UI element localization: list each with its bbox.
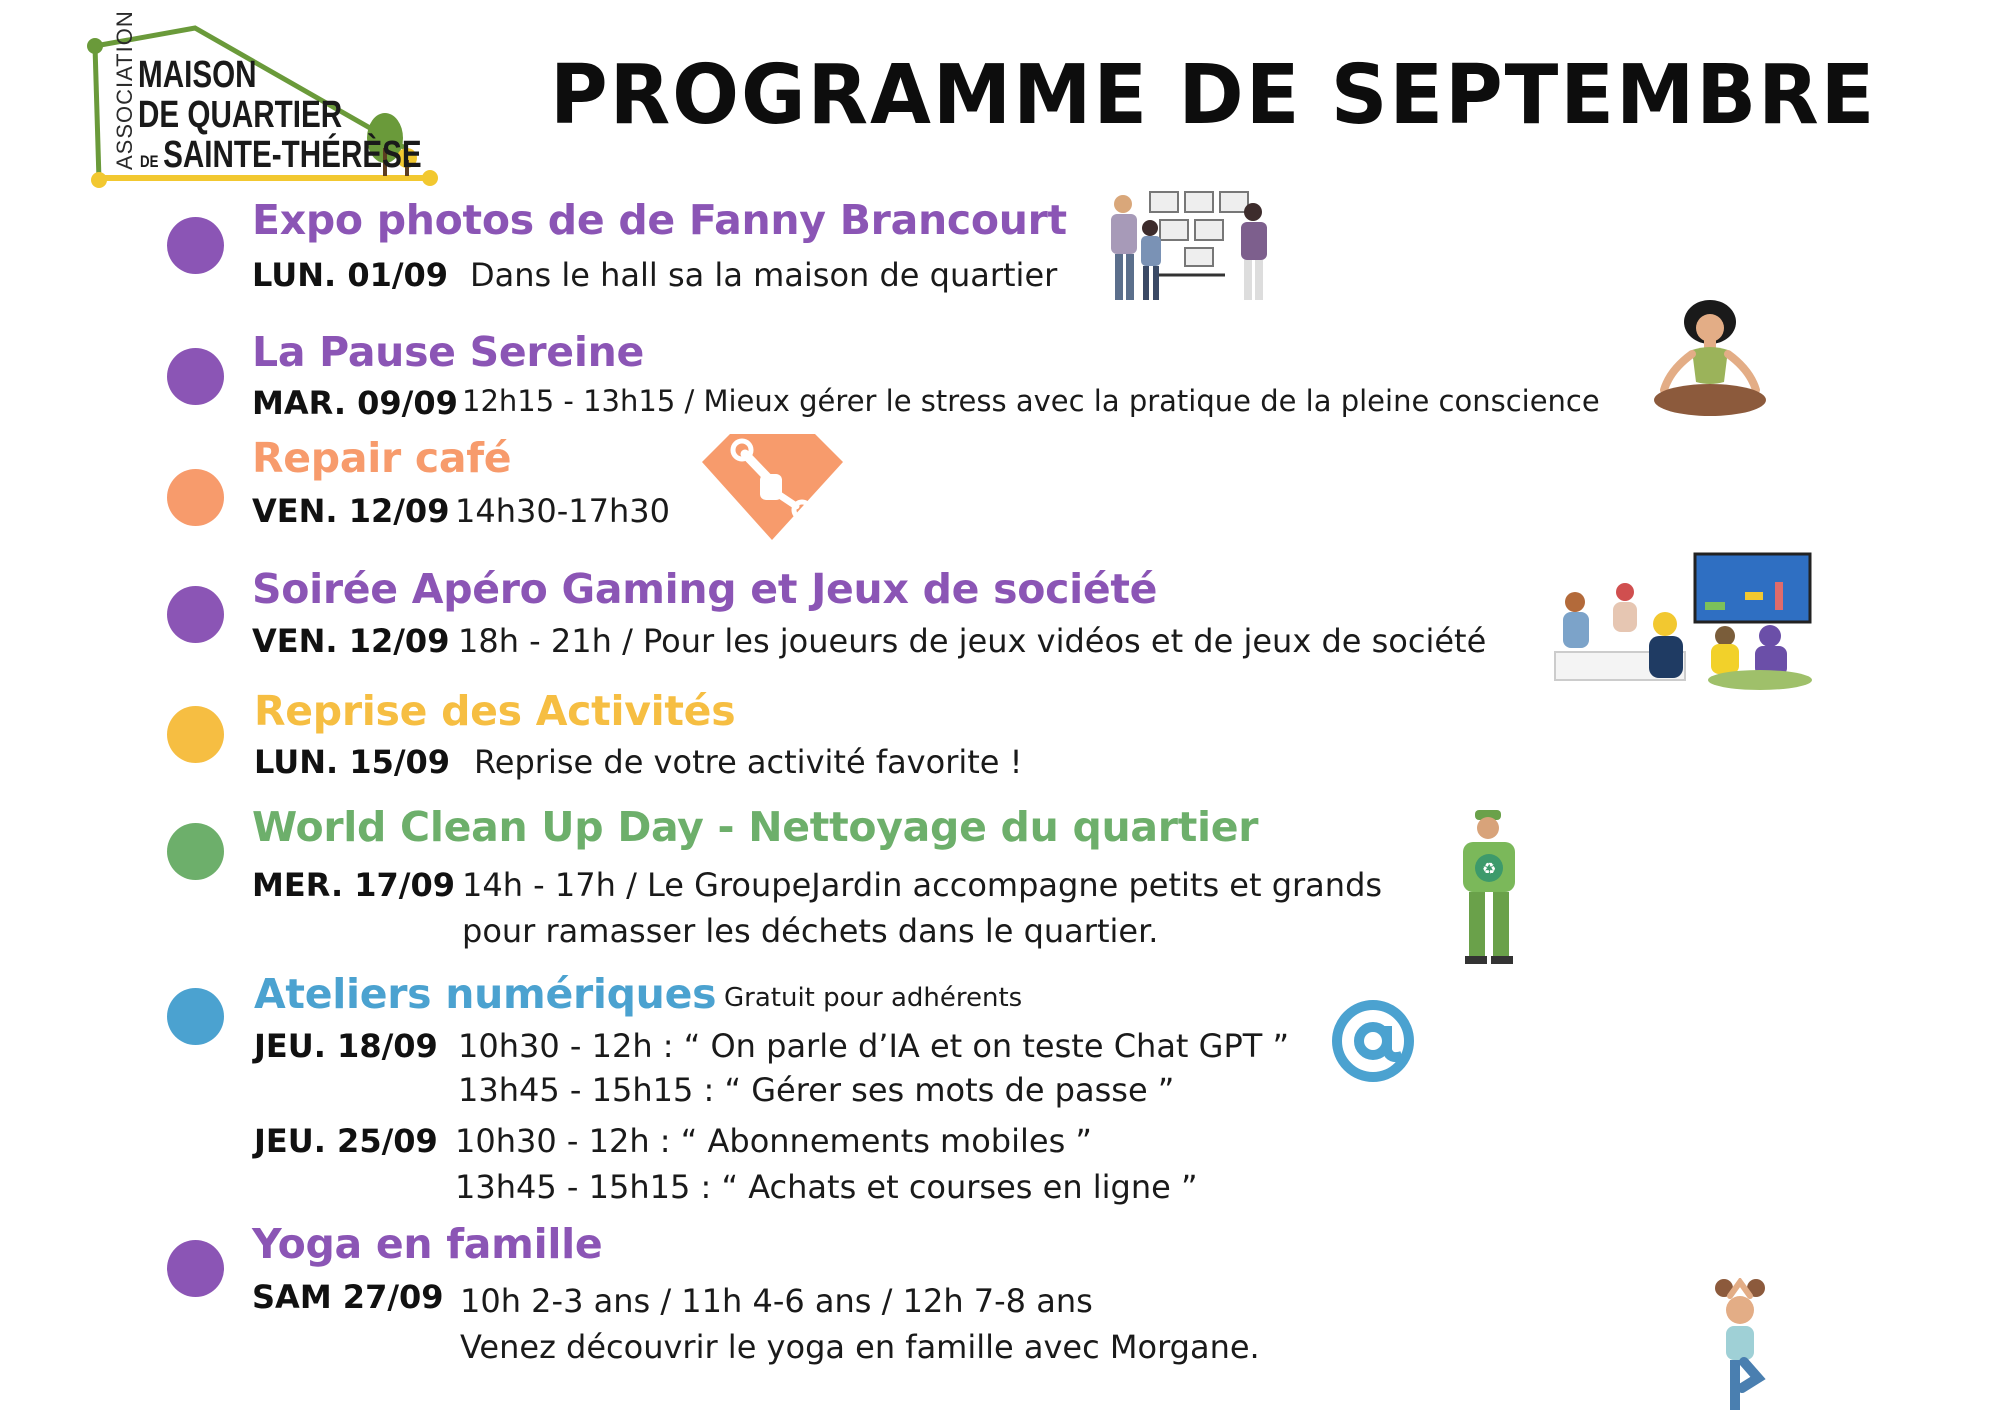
event-note-ateliers: Gratuit pour adhérents (724, 983, 1023, 1013)
recycling-volunteer-icon (1455, 808, 1525, 968)
child-yoga-icon (1700, 1278, 1780, 1412)
logo-de-small: DE (140, 152, 159, 171)
event-text-ateliers-2a: 10h30 - 12h : “ Abonnements mobiles ” (455, 1122, 1092, 1160)
event-title-pause-sereine: La Pause Sereine (252, 328, 644, 376)
event-title-expo: Expo photos de de Fanny Brancourt (252, 196, 1067, 244)
event-date-reprise: LUN. 15/09 (254, 743, 451, 781)
event-title-ateliers: Ateliers numériques (254, 970, 717, 1018)
logo-association-label: ASSOCIATION (112, 10, 137, 170)
event-date-clean-up: MER. 17/09 (252, 866, 455, 904)
event-date-expo: LUN. 01/09 (252, 256, 449, 294)
event-date-ateliers-1: JEU. 18/09 (254, 1027, 438, 1065)
svg-text:♻: ♻ (1481, 859, 1497, 878)
event-text-repair-cafe: 14h30-17h30 (455, 492, 670, 530)
event-title-gaming: Soirée Apéro Gaming et Jeux de société (252, 565, 1158, 613)
event-dot-yoga (167, 1240, 224, 1297)
event-text-ateliers-1a: 10h30 - 12h : “ On parle d’IA et on teste Chat GPT ” (458, 1027, 1290, 1065)
event-date-gaming: VEN. 12/09 (252, 622, 450, 660)
event-date-pause-sereine: MAR. 09/09 (252, 384, 458, 422)
gaming-group-icon (1535, 552, 1815, 702)
event-dot-reprise (167, 706, 224, 763)
event-text-ateliers-1b: 13h45 - 15h15 : “ Gérer ses mots de passe ” (458, 1071, 1175, 1109)
event-title-repair-cafe: Repair café (252, 434, 512, 482)
event-title-yoga: Yoga en famille (252, 1220, 603, 1268)
event-text-clean-up-1: 14h - 17h / Le GroupeJardin accompagne petits et grands (462, 866, 1383, 904)
event-title-reprise: Reprise des Activités (254, 687, 736, 735)
event-text-gaming: 18h - 21h / Pour les joueurs de jeux vidéos et de jeux de société (458, 622, 1487, 660)
event-text-expo: Dans le hall sa la maison de quartier (470, 256, 1058, 294)
logo-sainte-therese: SAINTE-THÉRÈSE (163, 134, 422, 176)
event-text-clean-up-2: pour ramasser les déchets dans le quartier. (462, 912, 1159, 950)
wrench-fist-icon (700, 432, 845, 542)
event-dot-ateliers (167, 988, 224, 1045)
event-dot-clean-up (167, 823, 224, 880)
event-text-pause-sereine: 12h15 - 13h15 / Mieux gérer le stress avec la pratique de la pleine conscience (462, 384, 1600, 418)
event-text-reprise: Reprise de votre activité favorite ! (474, 743, 1023, 781)
logo-line-sainte-therese (140, 134, 422, 177)
logo-line-de-quartier: DE QUARTIER (138, 94, 343, 136)
event-dot-pause-sereine (167, 348, 224, 405)
event-text-yoga-1: 10h 2-3 ans / 11h 4-6 ans / 12h 7-8 ans (460, 1282, 1093, 1320)
gallery-visitors-icon (1105, 190, 1275, 305)
event-text-ateliers-2b: 13h45 - 15h15 : “ Achats et courses en ligne ” (455, 1168, 1198, 1206)
logo-line-maison: MAISON (138, 54, 257, 96)
event-date-ateliers-2: JEU. 25/09 (254, 1122, 438, 1160)
event-text-yoga-2: Venez découvrir le yoga en famille avec Morgane. (460, 1328, 1260, 1366)
event-date-repair-cafe: VEN. 12/09 (252, 492, 450, 530)
event-title-clean-up: World Clean Up Day - Nettoyage du quartier (252, 803, 1259, 851)
at-sign-icon (1328, 996, 1418, 1086)
event-dot-gaming (167, 586, 224, 643)
event-dot-repair-cafe (167, 469, 224, 526)
meditation-icon (1650, 300, 1770, 430)
event-date-yoga: SAM 27/09 (252, 1278, 444, 1316)
event-dot-expo (167, 217, 224, 274)
page-title: PROGRAMME DE SEPTEMBRE (550, 48, 1877, 143)
